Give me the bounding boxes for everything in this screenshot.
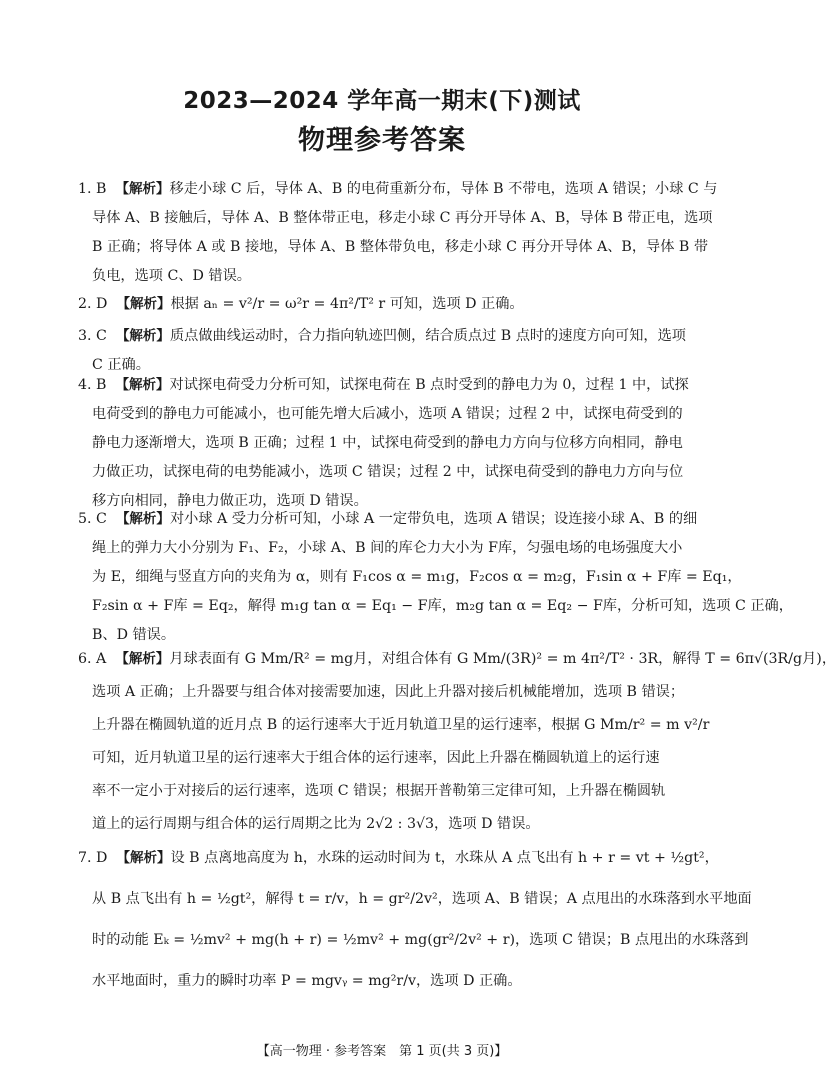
answer-item-6 bbox=[78, 643, 836, 841]
answer-number: 5. C bbox=[78, 511, 107, 527]
answer-text-line: 月球表面有 G Mm/R² = mg月，对组合体有 G Mm/(3R)² = m 4π²/T² · 3R，解得 T = 6π√(3R/g月)， bbox=[169, 651, 836, 667]
answer-text-line: 绳上的弹力大小分别为 F₁、F₂，小球 A、B 间的库仑力大小为 F库，匀强电场的电场强度大小 bbox=[92, 540, 683, 556]
answer-text-line: B、D 错误。 bbox=[92, 627, 176, 643]
answer-text-line: 选项 A 正确；上升器要与组合体对接需要加速，因此上升器对接后机械能增加，选项 B 错误； bbox=[92, 684, 685, 700]
answer-number: 6. A bbox=[78, 651, 107, 667]
answer-text-line: 从 B 点飞出有 h = ½gt²，解得 t = r/v，h = gr²/2v²，选项 A、B 错误；A 点甩出的水珠落到水平地面 bbox=[92, 891, 752, 907]
answer-text-line: 导体 A、B 接触后，导体 A、B 整体带正电，移走小球 C 再分开导体 A、B，导体 B 带正电，选项 bbox=[92, 210, 713, 226]
analysis-tag: 【解析】 bbox=[115, 181, 170, 197]
answer-number: 7. D bbox=[78, 850, 108, 866]
answer-key-title: 物理参考答案 bbox=[298, 125, 466, 156]
answer-text-line: 对小球 A 受力分析可知，小球 A 一定带负电，选项 A 错误；设连接小球 A、B 的细 bbox=[169, 511, 698, 527]
analysis-tag: 【解析】 bbox=[116, 296, 171, 312]
answer-item-5 bbox=[78, 505, 793, 650]
answer-number: 1. B bbox=[78, 181, 107, 197]
answer-text-line: 上升器在椭圆轨道的近月点 B 的运行速率大于近月轨道卫星的运行速率，根据 G Mm/r² = m v²/r bbox=[92, 717, 710, 733]
answer-text-line: 设 B 点离地高度为 h，水珠的运动时间为 t，水珠从 A 点飞出有 h + r = vt + ½gt²， bbox=[170, 850, 719, 866]
answer-text-line: 移方向相同，静电力做正功，选项 D 错误。 bbox=[92, 493, 368, 509]
answer-item-7 bbox=[78, 838, 752, 1002]
page-footer: 【高一物理 · 参考答案 第 1 页(共 3 页)】 bbox=[256, 1044, 508, 1059]
analysis-tag: 【解析】 bbox=[115, 328, 170, 344]
answer-text-line: 道上的运行周期与组合体的运行周期之比为 2√2 : 3√3，选项 D 错误。 bbox=[92, 816, 540, 832]
answer-text-line: 静电力逐渐增大，选项 B 正确；过程 1 中，试探电荷受到的静电力方向与位移方向相同，静电 bbox=[92, 435, 683, 451]
answer-item-1 bbox=[78, 175, 718, 291]
answer-text-line: 对试探电荷受力分析可知，试探电荷在 B 点时受到的静电力为 0，过程 1 中，试探 bbox=[169, 377, 689, 393]
answer-item-2 bbox=[78, 290, 698, 319]
answer-text-line: 电荷受到的静电力可能减小，也可能先增大后减小，选项 A 错误；过程 2 中，试探电荷受到的 bbox=[92, 406, 683, 422]
answer-text-line: 水平地面时，重力的瞬时功率 P = mgvᵧ = mg²r/v，选项 D 正确。 bbox=[92, 973, 522, 989]
answer-number: 3. C bbox=[78, 328, 107, 344]
analysis-tag: 【解析】 bbox=[115, 511, 170, 527]
answer-text-line: 力做正功，试探电荷的电势能减小，选项 C 错误；过程 2 中，试探电荷受到的静电力方向与位 bbox=[92, 464, 684, 480]
analysis-tag: 【解析】 bbox=[115, 651, 170, 667]
answer-number: 2. D bbox=[78, 296, 108, 312]
answer-text-line: 负电，选项 C、D 错误。 bbox=[92, 268, 251, 284]
answer-text-line: F₂sin α + F库 = Eq₂，解得 m₁g tan α = Eq₁ − F库，m₂g tan α = Eq₂ − F库，分析可知，选项 C 正确， bbox=[92, 598, 793, 614]
answer-text-line: 为 E，细绳与竖直方向的夹角为 α，则有 F₁cos α = m₁g，F₂cos α = m₂g，F₁sin α + F库 = Eq₁， bbox=[92, 569, 742, 585]
answer-text-line: C 正确。 bbox=[92, 357, 150, 373]
exam-title: 2023—2024 学年高一期末(下)测试 bbox=[183, 88, 581, 114]
answer-text-line: 移走小球 C 后，导体 A、B 的电荷重新分布，导体 B 不带电，选项 A 错误；小球 C 与 bbox=[169, 181, 718, 197]
analysis-tag: 【解析】 bbox=[116, 850, 171, 866]
answer-text-line: 时的动能 Eₖ = ½mv² + mg(h + r) = ½mv² + mg(gr²/2v² + r)，选项 C 错误；B 点甩出的水珠落到 bbox=[92, 932, 749, 948]
answer-item-4 bbox=[78, 371, 698, 516]
answer-text-line: B 正确；将导体 A 或 B 接地，导体 A、B 整体带负电，移走小球 C 再分开导体 A、B，导体 B 带 bbox=[92, 239, 709, 255]
analysis-tag: 【解析】 bbox=[115, 377, 170, 393]
answer-text-line: 率不一定小于对接后的运行速率，选项 C 错误；根据开普勒第三定律可知，上升器在椭圆轨 bbox=[92, 783, 666, 799]
answer-text-line: 根据 aₙ = v²/r = ω²r = 4π²/T² r 可知，选项 D 正确。 bbox=[170, 296, 524, 312]
answer-text-line: 可知，近月轨道卫星的运行速率大于组合体的运行速率，因此上升器在椭圆轨道上的运行速 bbox=[92, 750, 660, 766]
answer-text-line: 质点做曲线运动时，合力指向轨迹凹侧，结合质点过 B 点时的速度方向可知，选项 bbox=[169, 328, 686, 344]
answer-number: 4. B bbox=[78, 377, 107, 393]
